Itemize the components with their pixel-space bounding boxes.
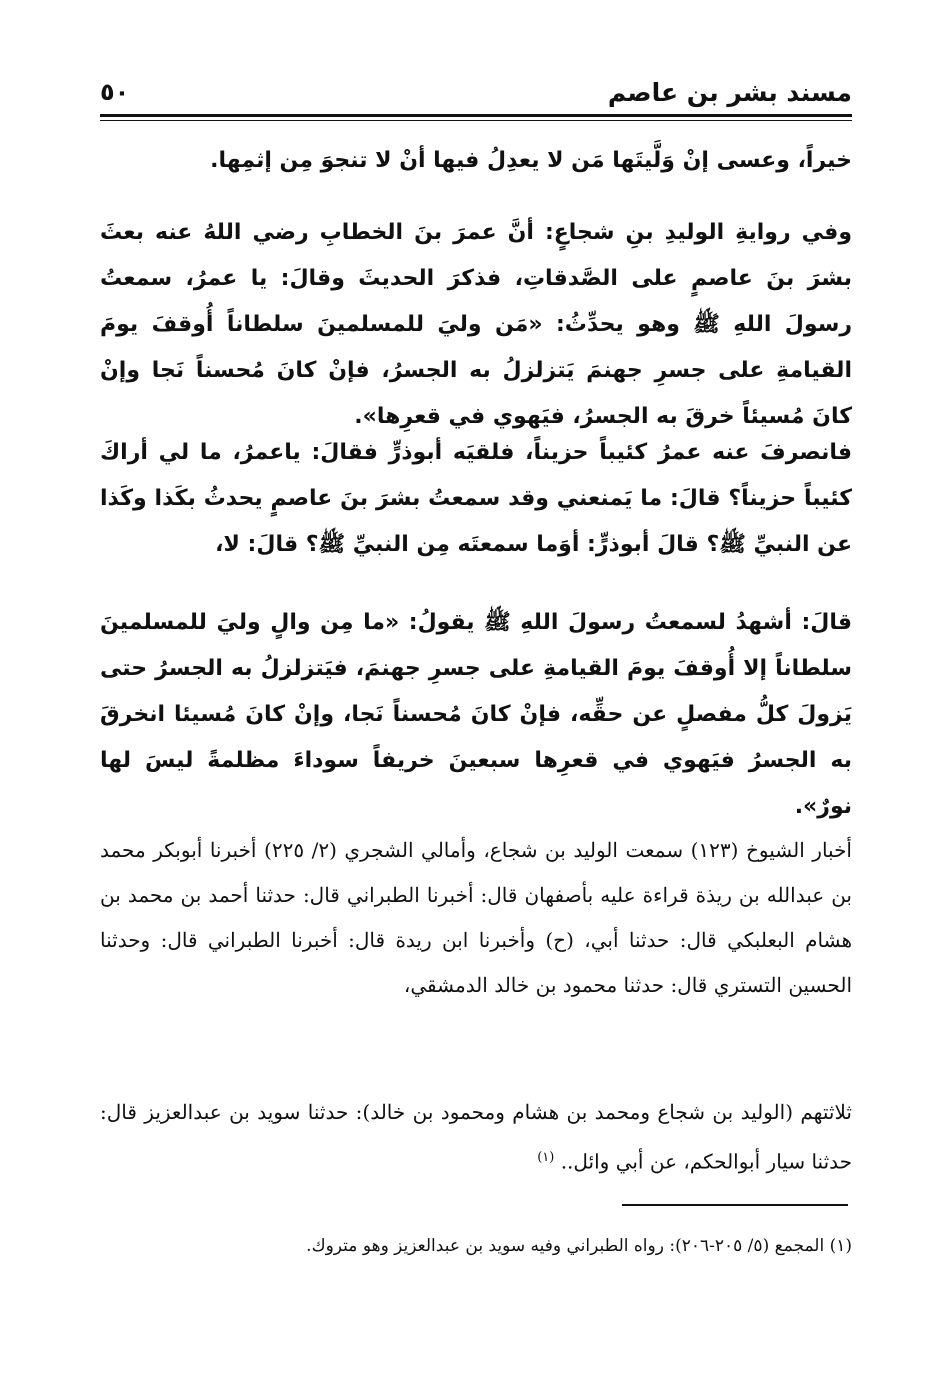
footnote-reference[interactable]: (١) <box>537 1150 555 1165</box>
running-title: مسند بشر بن عاصم <box>607 78 852 107</box>
footnote: (١) المجمع (٥/ ٢٠٥-٢٠٦): رواه الطبراني وفيه سويد بن عبدالعزيز وهو متروك. <box>306 1236 852 1256</box>
paragraph-5: أخبار الشيوخ (١٢٣) سمعت الوليد بن شجاع، وأمالي الشجري (٢/ ٢٢٥) أخبرنا أبوبكر محمد بن عبدالله بن ريذة قراءة عليه بأصفهان قال: أخبرنا الطبراني قال: حدثنا أحمد بن محمد بن هشام البعلبكي قال: حدثنا أبي، (ح) وأخبرنا ابن ريدة قال: أخبرنا الطبراني قال: وحدثنا الحسين التستري قال: حدثنا محمود بن خالد الدمشقي، <box>100 838 852 997</box>
paragraph-3: فانصرفَ عنه عمرُ كئيباً حزيناً، فلقيَه أبوذرٍّ فقالَ: ياعمرُ، ما لي أراكَ كئيباً حزيناً؟ قالَ: ما يَمنعني وقد سمعتُ بشرَ بنَ عاصمٍ يحدثُ بكَذا وكَذا عن النبيِّ ﷺ؟ قالَ أبوذرٍّ: أوَما سمعتَه مِن النبيِّ ﷺ؟ قالَ: لا، <box>100 440 852 557</box>
paragraph-6-text: ثلاثتهم (الوليد بن شجاع ومحمد بن هشام ومحمود بن خالد): حدثنا سويد بن عبدالعزيز قال: حدثنا سيار أبوالحكم، عن أبي وائل.. <box>100 1100 852 1174</box>
paragraph-6 <box>100 1090 852 1185</box>
paragraph-4: قالَ: أشهدُ لسمعتُ رسولَ اللهِ ﷺ يقولُ: «ما مِن والٍ وليَ للمسلمينَ سلطاناً إلا أُوقفَ يومَ القيامةِ على جسرِ جهنمَ، فيَتزلزلُ به الجسرُ حتى يَزولَ كلُّ مفصلٍ عن حقِّه، فإنْ كانَ مُحسناً نَجا، وإنْ كانَ مُسيئا انخرقَ به الجسرُ فيَهوي في قعرِها سبعينَ خريفاً سوداءَ مظلمةً ليسَ لها نورٌ». <box>100 610 852 819</box>
footnote-separator <box>622 1204 848 1206</box>
paragraph-2: وفي روايةِ الوليدِ بنِ شجاعٍ: أنَّ عمرَ بنَ الخطابِ رضي اللهُ عنه بعثَ بشرَ بنَ عاصمٍ على الصَّدقاتِ، فذكرَ الحديثَ وقالَ: يا عمرُ، سمعتُ رسولَ اللهِ ﷺ وهو يحدِّثُ: «مَن وليَ للمسلمينَ سلطاناً أُوقفَ يومَ القيامةِ على جسرِ جهنمَ يَتزلزلُ به الجسرُ، فإنْ كانَ مُحسناً نَجا وإنْ كانَ مُسيئاً خرقَ به الجسرُ، فيَهوي في قعرِها». <box>100 220 852 429</box>
page-number: ٥٠ <box>100 78 130 106</box>
header-rule <box>100 114 852 117</box>
page-header <box>100 74 852 122</box>
paragraph-1: خيراً، وعسى إنْ وَلَّيتَها مَن لا يعدِلُ فيها أنْ لا تنجوَ مِن إثمِها. <box>210 148 852 173</box>
header-rule-thin <box>100 120 852 121</box>
